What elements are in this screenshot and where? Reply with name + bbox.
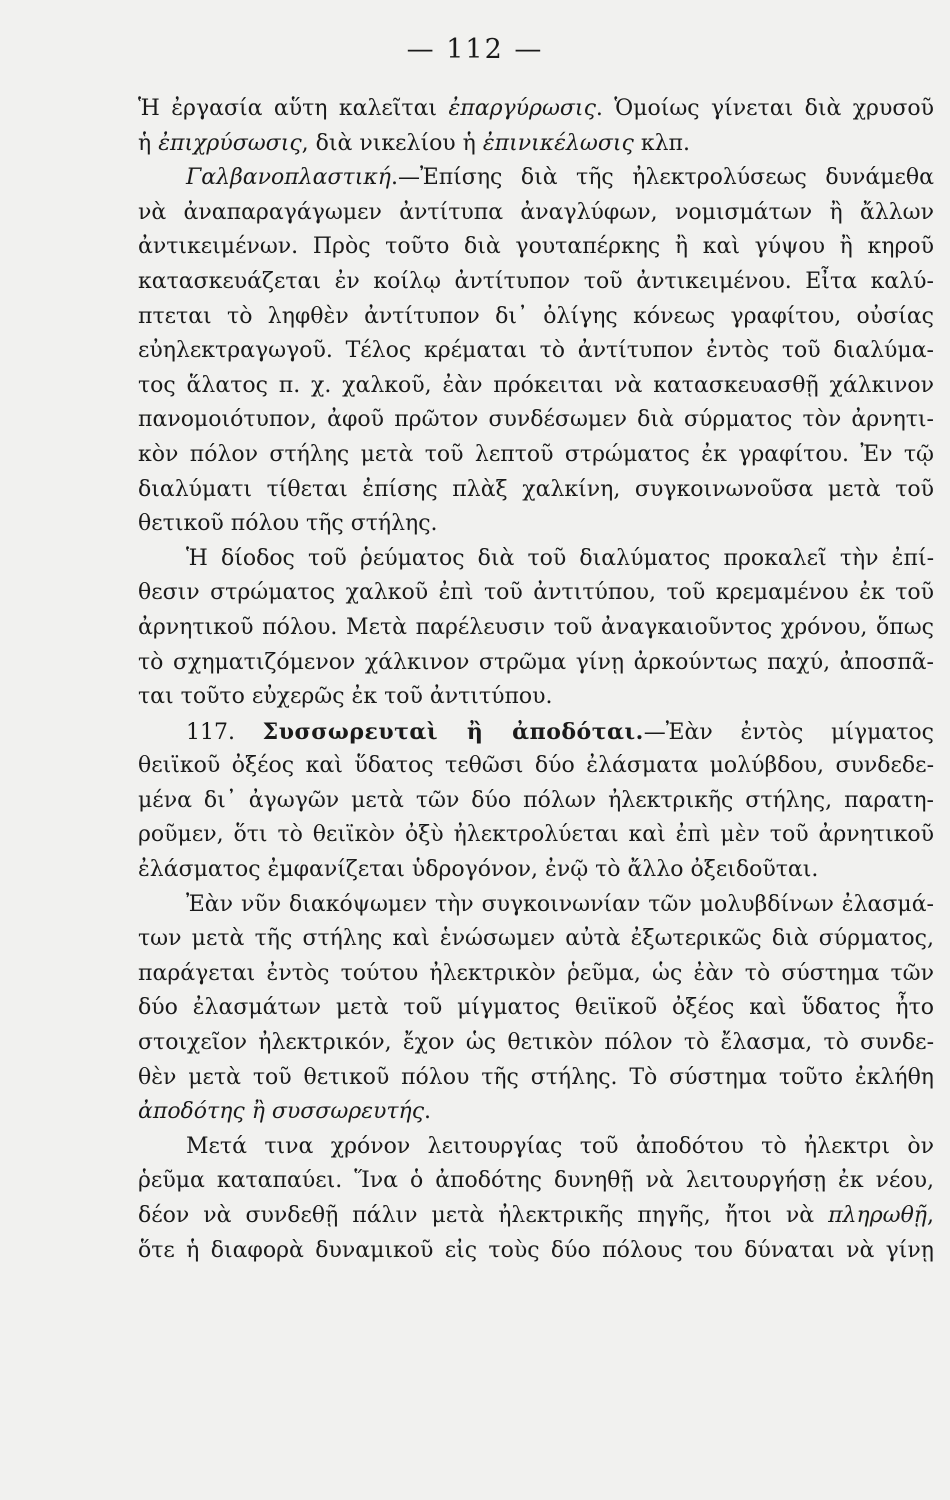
text-segment: Ἡ δίοδος τοῦ ῥεύματος διὰ τοῦ διαλύματος προκαλεῖ τὴν ἐπί- (186, 545, 934, 571)
text-line (138, 888, 934, 923)
text-line (138, 1026, 934, 1061)
text-segment: ἀντικειμένων. Πρὸς τοῦτο διὰ γουταπέρκης ἢ καὶ γύψου ἢ κηροῦ (138, 234, 934, 260)
text-segment: μένα δι᾽ ἀγωγῶν μετὰ τῶν δύο πόλων ἠλεκτρικῆς στήλης, παρατη- (138, 787, 934, 813)
text-segment: θειϊκοῦ ὀξέος καὶ ὕδατος τεθῶσι δύο ἐλάσματα μολύβδου, συνδεδε- (138, 753, 934, 779)
text-segment: ῥεῦμα καταπαύει. Ἵνα ὁ ἀποδότης δυνηθῇ νὰ λειτουργήσῃ ἐκ νέου, (138, 1168, 934, 1194)
section-heading: Συσσωρευταὶ ἢ ἀποδόται. (262, 718, 644, 745)
text-line (138, 1095, 934, 1130)
text-line (138, 300, 934, 335)
text-line (138, 991, 934, 1026)
text-segment: Μετά τινα χρόνον λειτουργίας τοῦ ἀποδότου τὸ ἠλεκτρι ὸν (186, 1133, 934, 1159)
text-segment: ἐλάσματος ἐμφανίζεται ὑδρογόνον, ἐνῷ τὸ ἄλλο ὀξειδοῦται. (138, 857, 819, 883)
text-segment: δέον νὰ συνδεθῇ πάλιν μετὰ ἠλεκτρικῆς πηγῆς, ἤτοι νὰ (138, 1203, 829, 1228)
text-segment: 117. (186, 719, 263, 745)
text-line (138, 230, 934, 265)
text-line (138, 1130, 934, 1165)
text-segment: .—Ἐπίσης διὰ τῆς ἠλεκτρολύσεως δυνάμεθα (390, 165, 934, 191)
text-segment: διαλύματι τίθεται ἐπίσης πλὰξ χαλκίνη, συγκοινωνοῦσα μετὰ τοῦ (138, 476, 934, 502)
text-segment: τὸ σχηματιζόμενον χάλκινον στρῶμα γίνῃ ἀρκούντως παχύ, ἀποσπᾶ- (138, 649, 934, 675)
text-line (138, 1234, 934, 1269)
text-segment: , διὰ νικελίου ἡ (301, 130, 483, 156)
text-line (138, 922, 934, 957)
text-segment: . Ὁμοίως γίνεται διὰ χρυσοῦ (595, 96, 934, 121)
text-segment: . (424, 1099, 432, 1125)
text-line (138, 473, 934, 508)
text-line (138, 611, 934, 646)
italic-term: ἐπαργύρωσις (448, 96, 596, 121)
text-line (138, 853, 934, 888)
text-line (138, 196, 934, 231)
text-line (138, 784, 934, 819)
text-line (138, 715, 934, 750)
text-segment: ροῦμεν, ὅτι τὸ θειϊκὸν ὀξὺ ἠλεκτρολύεται καὶ ἐπὶ μὲν τοῦ ἀρνητικοῦ (138, 822, 934, 848)
text-line (138, 265, 934, 300)
text-line (138, 1061, 934, 1096)
italic-term: ἐπιχρύσωσις (158, 130, 302, 156)
text-segment: θετικοῦ πόλου τῆς στήλης. (138, 511, 438, 537)
text-line (138, 680, 934, 715)
text-line (138, 507, 934, 542)
italic-term: ἀποδότης ἢ συσσωρευτής (138, 1099, 425, 1125)
text-segment: των μετὰ τῆς στήλης καὶ ἑνώσωμεν αὐτὰ ἐξωτερικῶς διὰ σύρματος, (138, 926, 934, 952)
text-segment: —Ἐὰν ἐντὸς μίγματος (643, 719, 934, 745)
text-line (138, 576, 934, 611)
text-line (138, 403, 934, 438)
text-segment: εὐηλεκτραγωγοῦ. Τέλος κρέμαται τὸ ἀντίτυπον ἐντὸς τοῦ διαλύμα- (138, 338, 934, 364)
text-segment: κατασκευάζεται ἐν κοίλῳ ἀντίτυπον τοῦ ἀντικειμένου. Εἶτα καλύ- (138, 268, 934, 294)
text-line (138, 127, 934, 162)
text-line (138, 542, 934, 577)
text-segment: πτεται τὸ ληφθὲν ἀντίτυπον δι᾽ ὀλίγης κόνεως γραφίτου, οὐσίας (138, 303, 934, 329)
text-line (138, 438, 934, 473)
text-line (138, 1164, 934, 1199)
italic-term: πληρωθῇ (828, 1203, 927, 1228)
text-line (138, 161, 934, 196)
text-segment: νὰ ἀναπαραγάγωμεν ἀντίτυπα ἀναγλύφων, νομισμάτων ἢ ἄλλων (138, 199, 934, 225)
text-segment: θεσιν στρώματος χαλκοῦ ἐπὶ τοῦ ἀντιτύπου, τοῦ κρεμαμένου ἐκ τοῦ (138, 580, 934, 606)
text-segment: ὅτε ἡ διαφορὰ δυναμικοῦ εἰς τοὺς δύο πόλους του δύναται νὰ γίνῃ (138, 1237, 934, 1263)
text-segment: ἡ (138, 130, 159, 156)
text-segment: κὸν πόλον στήλης μετὰ τοῦ λεπτοῦ στρώματος ἐκ γραφίτου. Ἐν τῷ (138, 441, 934, 467)
text-segment: Ἐὰν νῦν διακόψωμεν τὴν συγκοινωνίαν τῶν μολυβδίνων ἐλασμά- (186, 891, 934, 917)
text-segment: δύο ἐλασμάτων μετὰ τοῦ μίγματος θειϊκοῦ ὀξέος καὶ ὕδατος ἦτο (138, 995, 934, 1021)
text-segment: , (927, 1203, 934, 1228)
body-text (138, 92, 934, 1268)
text-line (138, 92, 934, 127)
text-segment: θὲν μετὰ τοῦ θετικοῦ πόλου τῆς στήλης. Τὸ σύστημα τοῦτο ἐκλήθη (138, 1064, 934, 1090)
text-segment: πανομοιότυπον, ἀφοῦ πρῶτον συνδέσωμεν διὰ σύρματος τὸν ἀρνητι- (138, 407, 934, 433)
text-segment: κλπ. (633, 130, 690, 156)
text-line (138, 369, 934, 404)
text-line (138, 749, 934, 784)
text-line (138, 1199, 934, 1234)
page-number: — 112 — (406, 34, 544, 65)
italic-term: ἐπινικέλωσις (482, 130, 634, 156)
text-segment: παράγεται ἐντὸς τούτου ἠλεκτρικὸν ῥεῦμα, ὡς ἐὰν τὸ σύστημα τῶν (138, 960, 934, 986)
text-segment: ται τοῦτο εὐχερῶς ἐκ τοῦ ἀντιτύπου. (138, 684, 553, 710)
text-segment: ἀρνητικοῦ πόλου. Μετὰ παρέλευσιν τοῦ ἀναγκαιοῦντος χρόνου, ὅπως (138, 614, 934, 640)
text-segment: Ἡ ἐργασία αὕτη καλεῖται (138, 96, 449, 121)
italic-term: Γαλβανοπλαστική (186, 165, 391, 191)
text-segment: στοιχεῖον ἠλεκτρικόν, ἔχον ὡς θετικὸν πόλον τὸ ἔλασμα, τὸ συνδε- (138, 1030, 934, 1056)
text-line (138, 646, 934, 681)
text-line (138, 818, 934, 853)
text-line (138, 334, 934, 369)
text-segment: τος ἅλατος π. χ. χαλκοῦ, ἐὰν πρόκειται νὰ κατασκευασθῇ χάλκινον (138, 372, 934, 398)
text-line (138, 957, 934, 992)
